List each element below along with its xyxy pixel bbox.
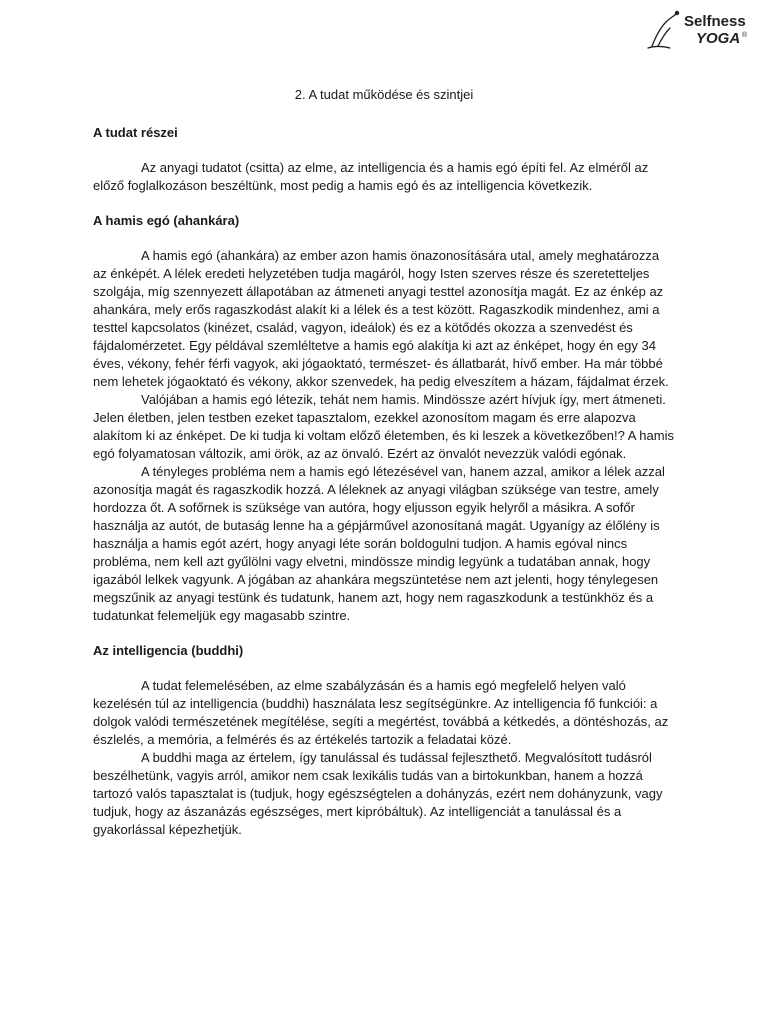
document-page — [93, 86, 675, 839]
section-heading-intelligencia: Az intelligencia (buddhi) — [93, 643, 244, 658]
document-title: 2. A tudat működése és szintjei — [294, 87, 474, 102]
brand-logo — [646, 6, 754, 50]
paragraph: A hamis egó (ahankára) az ember azon hamis önazonosítására utal, amely meghatározza az énképét. A lélek eredeti helyzetében tudja magáról, hogy Isten szerves része és szeretetteljes szolgája, míg szennyezett állapotában az átmeneti anyagi testtel azonosítja magát. Ez az énkép az ahankára, mely erős ragaszkodást alakít ki a lélek és a test között. Ragaszkodik mindenhez, ami a testtel kapcsolatos (kinézet, család, vagyon, ideálok) és ez a kötődés okozza a szenvedést és fájdalomérzetet. Egy példával szemléltetve a hamis egó alakítja ki azt az énképet, hogy én egy 34 éves, vékony, fehér férfi vagyok, aki jógaoktató, természet- és állatbarát, hívő ember. Ha már többé nem lehetek jógaoktató és vékony, akkor szenvedek, ha pedig elveszítem a házam, fájdalmat érzek. — [93, 248, 669, 389]
paragraph: A tényleges probléma nem a hamis egó létezésével van, hanem azzal, amikor a lélek azzal azonosítja magát és ragaszkodik hozzá. A léleknek az anyagi világban szüksége van testre, amely hordozza őt. A sofőrnek is szüksége van autóra, hogy eljusson egyik helyről a másikra. A sofőr használja az autót, de butaság lenne ha a gépjárművel azonosítaná magát. Ugyanígy az élőlény is használja a hamis egót azért, hogy anyagi léte során boldogulni tudjon. A hamis egóval nincs probléma, nem kell azt gyűlölni vagy elvetni, mindössze mindig legyünk a tudatában annak, hogy igazából lelkek vagyunk. A jógában az ahankára megszüntetése nem azt jelenti, hogy ténylegesen megszűnik az anyagi testünk és tudatunk, hanem azt, hogy nem ragaszkodunk a testünkhöz és a tudatunkat felemeljük egy magasabb szintre. — [93, 464, 665, 623]
logo-registered-mark: ® — [742, 32, 748, 39]
section-heading-tudat-reszei: A tudat részei — [93, 125, 178, 140]
paragraph: Valójában a hamis egó létezik, tehát nem hamis. Mindössze azért hívjuk így, mert átmeneti. Jelen életben, jelen testben ezeket tapasztalom, ezekkel azonosítom magam és erre alapozva alakítom ki az énképet. De ki tudja ki voltam előző életemben, és ki leszek a következőben!? A hamis egó folyamatosan változik, ami örök, az az önvaló. Ezért az önvalót nevezzük valódi egónak. — [93, 392, 674, 461]
logo-line1: Selfness — [684, 13, 746, 30]
logo-line2: YOGA — [696, 30, 741, 47]
paragraph: A tudat felemelésében, az elme szabályzásán és a hamis egó megfelelő helyen való kezelésén túl az intelligencia (buddhi) használata lesz segítségünkre. Az intelligencia fő funkciói: a dolgok valódi természetének megítélése, segíti a megértést, továbbá a kétkedés, a döntéshozás, az észlelés, a memória, a felmérés és az értékelés tartozik a feladatai közé. — [93, 678, 669, 747]
paragraph: Az anyagi tudatot (csitta) az elme, az intelligencia és a hamis egó építi fel. Az elméről az előző foglalkozáson beszéltünk, most pedig a hamis egó és az intelligencia következik. — [93, 160, 649, 193]
paragraph: A buddhi maga az értelem, így tanulással és tudással fejleszthető. Megvalósított tudásról beszélhetünk, vagyis arról, amikor nem csak lexikális tudás van a birtokunkban, hanem a hozzá tartozó valós tapasztalat is (tudjuk, hogy egészségtelen a dohányzás, ezért nem dohányzunk, vagy tudjuk, hogy az ászanázás egészséges, mert kipróbáltuk). Az intelligenciát a tanulással és a gyakorlással képezhetjük. — [93, 750, 663, 837]
section-heading-hamis-ego: A hamis egó (ahankára) — [93, 213, 240, 228]
selfness-yoga-logo-icon — [646, 6, 754, 50]
